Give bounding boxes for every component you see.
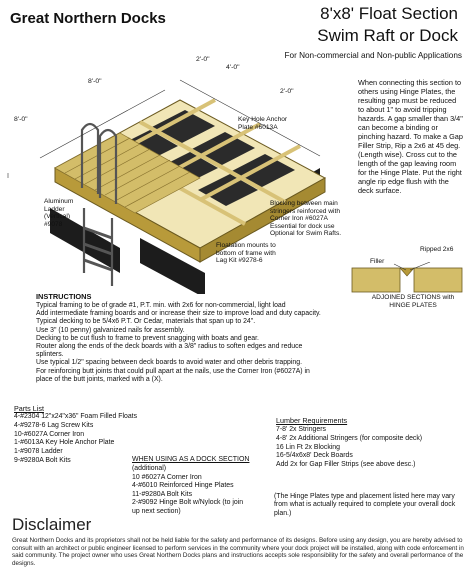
callout-blocking: Blocking between main stringers reinforced with Corner Iron #6027A Essential for dock use Optional for Swim Rafts. bbox=[270, 200, 342, 238]
instruction-line: Decking to be cut flush to frame to prevent snagging with boats and gear. bbox=[36, 334, 259, 342]
parts-item: 4-#9278-6 Lag Screw Kits bbox=[14, 421, 94, 429]
lumber-requirements-list bbox=[276, 426, 422, 470]
page-title-line1: 8'x8' Float Section bbox=[320, 4, 458, 23]
callout-filler: Filler bbox=[370, 258, 385, 265]
instruction-line: For reinforcing butt joints that could pull apart at the nails, use the Corner Iron (#6027A) in bbox=[36, 367, 310, 375]
parts-list-title: Parts List bbox=[14, 404, 44, 413]
instruction-line: Typical decking to be 5/4x6 P.T. Or Cedar, materials that span up to 24". bbox=[36, 318, 256, 326]
lumber-requirements-title: Lumber Requirements bbox=[276, 416, 348, 425]
instruction-line: Typical framing to be of grade #1, P.T. min. with 2x6 for non-commercial, light load bbox=[36, 302, 286, 309]
adjoined-sections-diagram bbox=[350, 262, 464, 296]
instructions-list bbox=[36, 302, 366, 384]
dimension-left-top: 8'-0" bbox=[88, 78, 102, 85]
lumber-item: 4-8' 2x Additional Stringers (for composite deck) bbox=[276, 434, 423, 442]
instruction-line: Use 3" (10 penny) galvanized nails for assembly. bbox=[36, 326, 185, 334]
parts-item: 10-#6027A Corner Iron bbox=[14, 430, 85, 438]
adjoined-sections-label: ADJOINED SECTIONS with HINGE PLATES bbox=[371, 294, 455, 309]
gap-filler-note: When connecting this section to others using Hinge Plates, the resulting gap must be reduced to about 1" to avoid tripping hazards. A gap smaller than 3/4" can become a binding or pinching hazard. To make a Gap Filler Strip, Rip a 2x6 at 45 deg. (Length wise). Cross cut to the length of the gap leaving room for the Hinge Plate. Put the right angle rip edge flush with the deck surface. bbox=[358, 78, 463, 195]
callout-ripped-2x6: Ripped 2x6 bbox=[420, 246, 454, 253]
callout-keyhole-anchor: Key Hole Anchor Plate #6013A bbox=[238, 116, 288, 131]
instruction-line: Router along the ends of the deck boards with a 3/8" radius to soften edges and reduce bbox=[36, 343, 303, 351]
lumber-item: 16-5/4x6x8' Deck Boards bbox=[276, 452, 353, 460]
instruction-line: place of the butt joints, marked with a (X). bbox=[36, 375, 163, 383]
dimension-top-2: 4'-0" bbox=[226, 64, 240, 71]
parts-item: 9-#9280A Bolt Kits bbox=[14, 456, 71, 464]
lumber-item: Add 2x for Gap Filler Strips (see above desc.) bbox=[276, 461, 416, 469]
lumber-item: 16 Lin Ft 2x Blocking bbox=[276, 443, 340, 451]
dimension-right-small: 2'-0" bbox=[280, 88, 294, 95]
dimension-left-mid: 8'-0" bbox=[14, 116, 28, 123]
instruction-line: splinters. bbox=[36, 351, 64, 359]
page-title-line2: Swim Raft or Dock bbox=[317, 26, 458, 45]
dock-item: 2-#9092 Hinge Bolt w/Nylock (to join bbox=[132, 499, 244, 507]
dock-item: 10 #6027A Corner Iron bbox=[132, 473, 202, 481]
instructions-title: INSTRUCTIONS bbox=[36, 292, 92, 301]
brand-name: Great Northern Docks bbox=[10, 10, 166, 27]
dimension-top-1: 2'-0" bbox=[196, 56, 210, 63]
dock-item: up next section) bbox=[132, 507, 181, 515]
callout-floatation: Floatation mounts to bottom of frame with Lag Kit #9278-6 bbox=[216, 242, 276, 265]
parts-item: 4-#2304 12"x24"x36" Foam Filled Floats bbox=[14, 413, 138, 420]
parts-item: 1-#6013A Key Hole Anchor Plate bbox=[14, 439, 115, 447]
callout-ladder: Aluminum Ladder (Vertical) #9078 bbox=[44, 198, 74, 228]
dock-item: (additional) bbox=[132, 465, 167, 472]
instruction-line: Use typical 1/2" spacing between deck boards to avoid water and other debris trapping. bbox=[36, 359, 302, 367]
dock-item: 11-#9280A Bolt Kits bbox=[132, 490, 193, 498]
lumber-item: 7-8' 2x Stringers bbox=[276, 426, 326, 433]
disclaimer-title: Disclaimer bbox=[12, 515, 92, 534]
hinge-plates-note: (The Hinge Plates type and placement listed here may vary from what is actually required to complete your overall dock plan.) bbox=[274, 493, 456, 517]
parts-list bbox=[14, 413, 137, 466]
parts-item: 1-#9078 Ladder bbox=[14, 448, 63, 456]
disclaimer-text: Great Northern Docks and its proprietors shall not be held liable for the safety and performance of its designs. Before using any design, you are hereby advised to consult with an architect or public engineer licensed to perform services in the community where your dock project will be installed, along with code enforcement in said community. The project owner who uses Great Northern Docks plans and instructions accepts sole responsibility for the safety and overall performance of the designs. bbox=[12, 537, 464, 567]
dock-item: 4-#6010 Reinforced Hinge Plates bbox=[132, 482, 234, 490]
instruction-line: Add intermediate framing boards and or increase their size to improve load and duty capacity. bbox=[36, 310, 321, 318]
dock-section-title: WHEN USING AS A DOCK SECTION bbox=[132, 456, 250, 463]
page-subtitle: For Non-commercial and Non-public Applications bbox=[284, 51, 462, 60]
float-section-illustration bbox=[0, 58, 360, 294]
dock-section-list bbox=[132, 465, 243, 517]
